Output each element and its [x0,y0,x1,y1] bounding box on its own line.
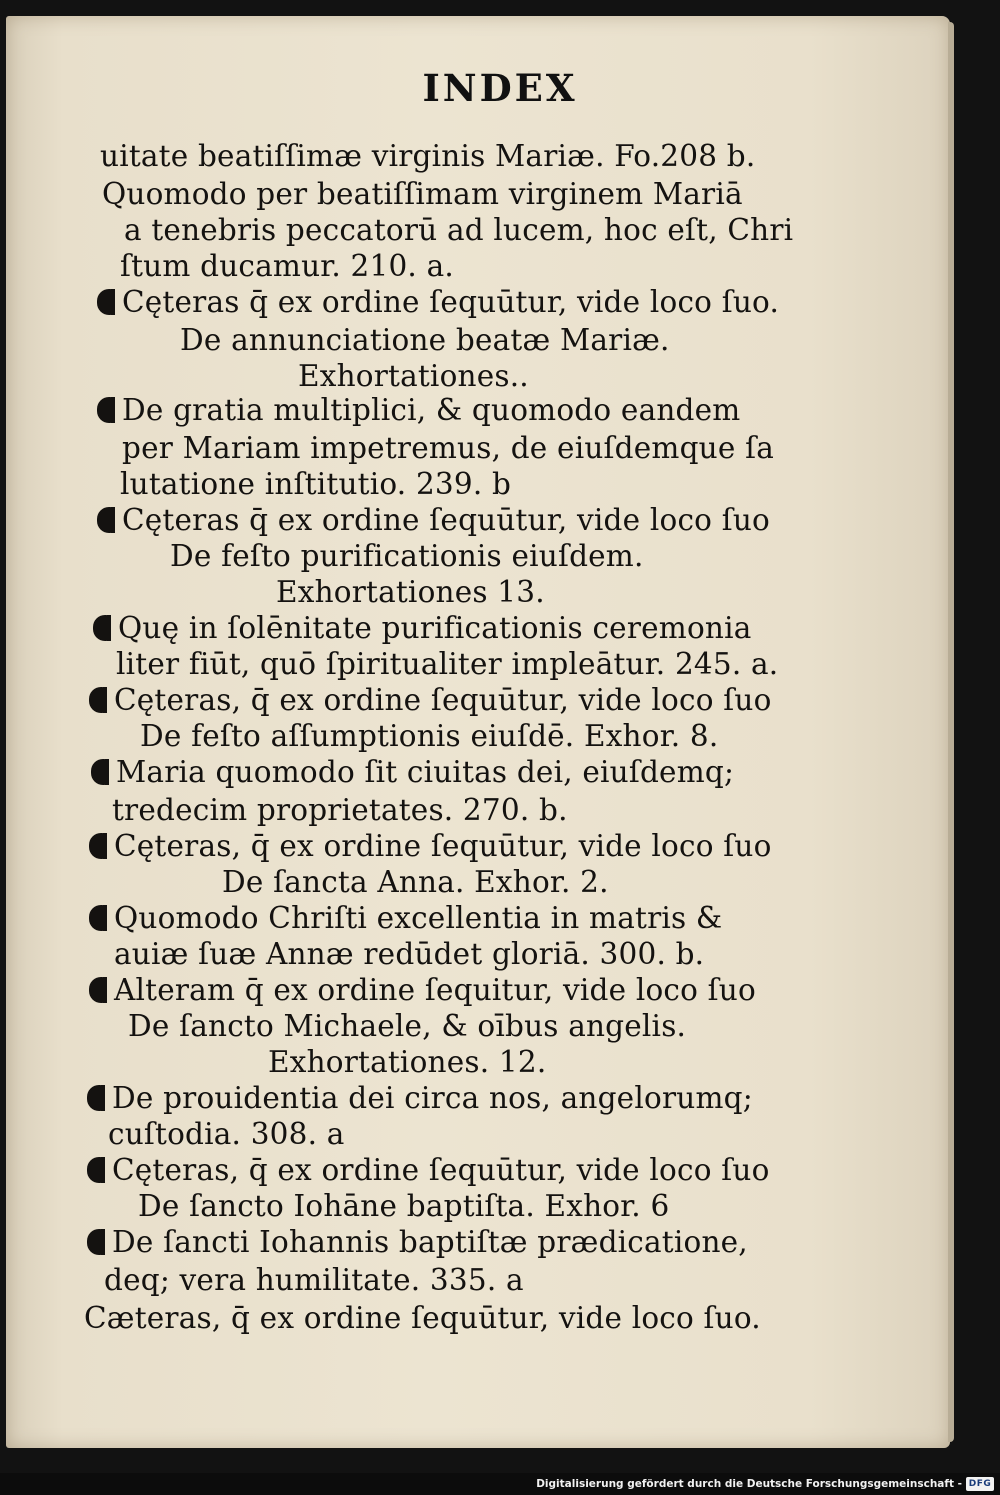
index-line: Cæteras, q̄ ex ordine ſequūtur, vide loco ſuo. [84,1301,761,1335]
index-line: ſtum ducamur. 210. a. [120,249,454,283]
index-line: Cęteras q̄ ex ordine ſequūtur, vide loco ſuo. [96,288,779,318]
index-line: Exhortationes.. [298,359,529,393]
index-line: De prouidentia dei circa nos, angelorumq; [86,1084,753,1114]
index-line: deq; vera humilitate. 335. a [104,1263,524,1297]
index-line: lutatione inſtitutio. 239. b [120,467,512,501]
paragraph-mark-icon [96,397,118,423]
paragraph-mark-icon [96,507,118,533]
index-line: uitate beatiſſimæ virginis Mariæ. Fo.208 b. [100,139,756,173]
index-line: Exhortationes. 12. [268,1045,547,1079]
index-line: Alteram q̄ ex ordine ſequitur, vide loco ſuo [88,976,756,1006]
index-line: Maria quomodo ſit ciuitas dei, eiuſdemq; [90,758,734,788]
digitization-credit: Digitalisierung gefördert durch die Deutsche Forschungsgemeinschaft - [536,1478,962,1490]
index-line: Cęteras, q̄ ex ordine ſequūtur, vide loco ſuo [86,1156,770,1186]
index-line: cuſtodia. 308. a [108,1117,345,1151]
paragraph-mark-icon [88,905,110,931]
index-line: De feſto aſſumptionis eiuſdē. Exhor. 8. [140,719,719,753]
paragraph-mark-icon [96,289,118,315]
index-line: Exhortationes 13. [276,575,545,609]
index-line: De ſancto Michaele, & oībus angelis. [128,1009,687,1043]
index-line: a tenebris peccatorū ad lucem, hoc eſt, Chri [124,213,794,247]
paragraph-mark-icon [88,687,110,713]
index-line: tredecim proprietates. 270. b. [112,793,568,827]
index-line: De ſancto Iohāne baptiſta. Exhor. 6 [138,1189,670,1223]
index-line: Quę in ſolēnitate purificationis ceremonia [92,614,752,644]
index-line: De gratia multiplici, & quomodo eandem [96,396,740,426]
index-line: Quomodo Chriſti excellentia in matris & [88,904,722,934]
paragraph-mark-icon [88,833,110,859]
dfg-logo: DFG [966,1477,994,1491]
index-line: Quomodo per beatiſſimam virginem Mariā [102,177,743,211]
index-line: Cęteras, q̄ ex ordine ſequūtur, vide loco ſuo [88,832,772,862]
paragraph-mark-icon [86,1085,108,1111]
paragraph-mark-icon [90,759,112,785]
paragraph-mark-icon [88,977,110,1003]
index-line: per Mariam impetremus, de eiuſdemque ſa [122,431,774,465]
index-line: Cęteras q̄ ex ordine ſequūtur, vide loco ſuo [96,506,770,536]
paragraph-mark-icon [86,1157,108,1183]
page-title: INDEX [422,66,578,110]
index-line: De feſto purificationis eiuſdem. [170,539,644,573]
index-line: De ſancti Iohannis baptiſtæ prædicatione, [86,1228,748,1258]
index-line: De ſancta Anna. Exhor. 2. [222,865,609,899]
index-line: De annunciatione beatæ Mariæ. [180,323,670,357]
paragraph-mark-icon [86,1229,108,1255]
index-line: liter fiūt, quō ſpiritualiter impleātur. 245. a. [116,647,779,681]
index-line: auiæ ſuæ Annæ redūdet gloriā. 300. b. [114,937,705,971]
index-line: Cęteras, q̄ ex ordine ſequūtur, vide loco ſuo [88,686,772,716]
paragraph-mark-icon [92,615,114,641]
